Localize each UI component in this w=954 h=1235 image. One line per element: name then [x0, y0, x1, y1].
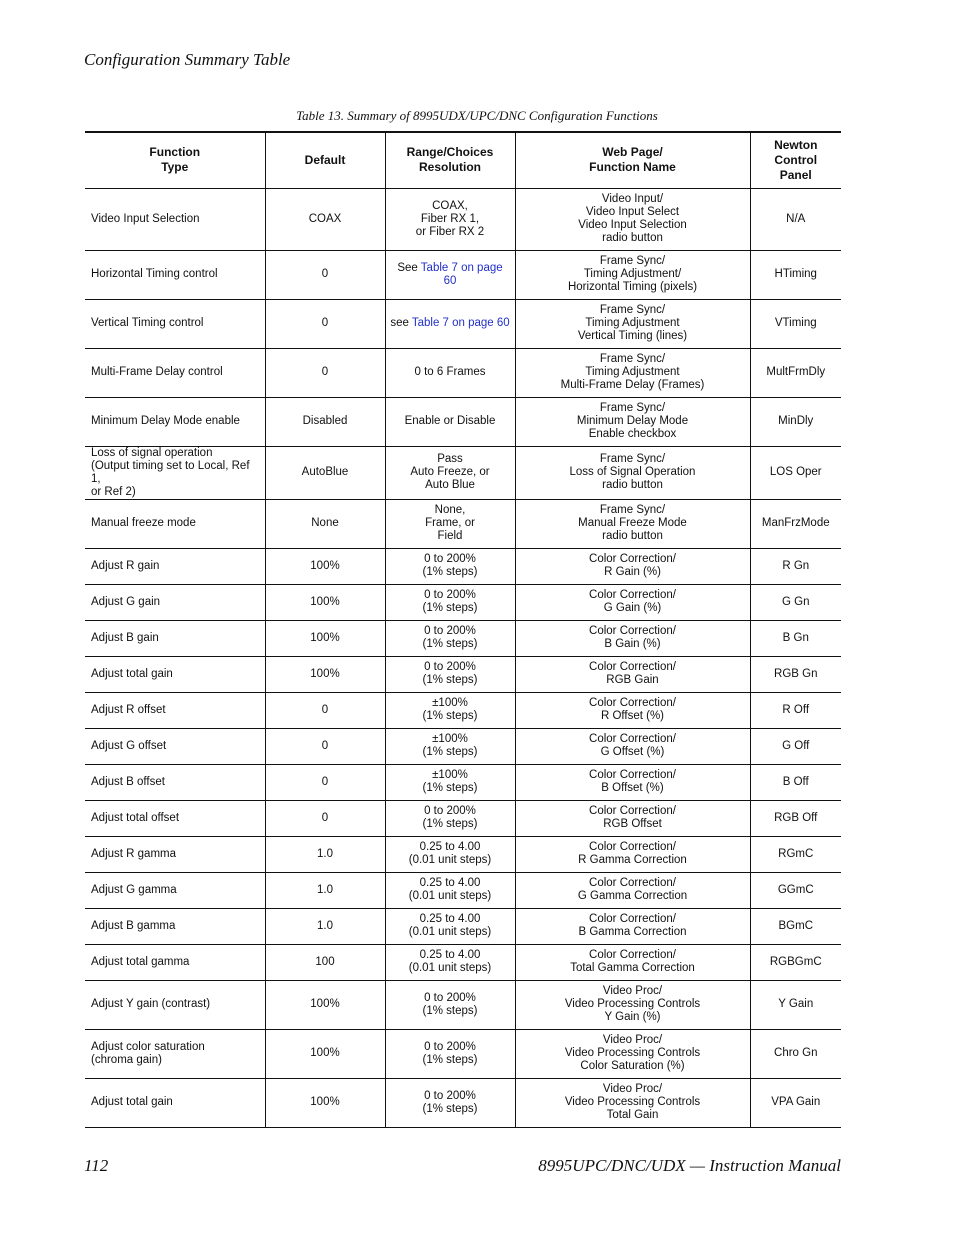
cell-web-page: Color Correction/ R Offset (%) [515, 692, 750, 728]
range-text: 0 to 200% (1% steps) [422, 1040, 478, 1066]
table-reference-link[interactable]: Table 7 on page 60 [411, 317, 510, 329]
cell-range [385, 1078, 515, 1127]
range-text: Enable or Disable [404, 415, 496, 427]
cell-web-page: Video Input/ Video Input Select Video Input Selection radio button [515, 188, 750, 250]
cell-web-page: Color Correction/ B Gain (%) [515, 620, 750, 656]
table-row [85, 1078, 841, 1127]
cell-default: 0 [265, 348, 385, 397]
column-header-newton-panel: Newton Control Panel [750, 132, 841, 188]
range-text: 0 to 200% (1% steps) [422, 589, 478, 614]
cell-range [385, 944, 515, 980]
table-header-row [85, 132, 841, 188]
cell-function-type: Video Input Selection [85, 188, 265, 250]
cell-web-page: Frame Sync/ Timing Adjustment Multi-Frame Delay (Frames) [515, 348, 750, 397]
cell-function-type: Adjust Y gain (contrast) [85, 980, 265, 1029]
cell-web-page: Video Proc/ Video Processing Controls Color Saturation (%) [515, 1029, 750, 1078]
table-row [85, 584, 841, 620]
cell-newton-panel: RGB Gn [750, 656, 841, 692]
cell-newton-panel: G Gn [750, 584, 841, 620]
range-text: ±100% (1% steps) [422, 697, 478, 722]
cell-web-page: Video Proc/ Video Processing Controls Total Gain [515, 1078, 750, 1127]
table-row [85, 908, 841, 944]
cell-newton-panel: LOS Oper [750, 446, 841, 499]
cell-range [385, 872, 515, 908]
cell-range [385, 499, 515, 548]
table-row [85, 499, 841, 548]
cell-range [385, 728, 515, 764]
range-text: 0 to 200% (1% steps) [422, 661, 478, 686]
cell-web-page: Video Proc/ Video Processing Controls Y Gain (%) [515, 980, 750, 1029]
cell-function-type: Loss of signal operation (Output timing set to Local, Ref 1, or Ref 2) [85, 446, 265, 499]
cell-newton-panel: R Gn [750, 548, 841, 584]
column-header-default: Default [265, 132, 385, 188]
cell-function-type: Adjust G gain [85, 584, 265, 620]
cell-function-type: Adjust B offset [85, 764, 265, 800]
cell-range [385, 299, 515, 348]
cell-web-page: Frame Sync/ Loss of Signal Operation radio button [515, 446, 750, 499]
range-text: 0 to 200% (1% steps) [422, 991, 478, 1017]
cell-function-type: Adjust total gain [85, 656, 265, 692]
cell-newton-panel: N/A [750, 188, 841, 250]
range-text: COAX, Fiber RX 1, or Fiber RX 2 [415, 199, 485, 238]
cell-default: 100% [265, 980, 385, 1029]
cell-web-page: Color Correction/ Total Gamma Correction [515, 944, 750, 980]
cell-default: 1.0 [265, 836, 385, 872]
cell-default: COAX [265, 188, 385, 250]
cell-function-type: Minimum Delay Mode enable [85, 397, 265, 446]
range-text: 0 to 200% (1% steps) [422, 1089, 478, 1115]
page-number: 112 [84, 1156, 109, 1175]
cell-default: Disabled [265, 397, 385, 446]
range-text: 0 to 200% (1% steps) [422, 805, 478, 830]
range-text: Pass Auto Freeze, or Auto Blue [410, 453, 490, 491]
table-row [85, 800, 841, 836]
cell-web-page: Color Correction/ G Gamma Correction [515, 872, 750, 908]
column-header-function-type: Function Type [85, 132, 265, 188]
table-row [85, 188, 841, 250]
cell-range [385, 397, 515, 446]
range-text: 0 to 200% (1% steps) [422, 625, 478, 650]
cell-range [385, 908, 515, 944]
cell-web-page: Frame Sync/ Timing Adjustment/ Horizontal Timing (pixels) [515, 250, 750, 299]
table-row [85, 1029, 841, 1078]
cell-default: 0 [265, 250, 385, 299]
range-text: 0 to 200% (1% steps) [422, 553, 478, 578]
cell-web-page: Color Correction/ G Gain (%) [515, 584, 750, 620]
cell-newton-panel: G Off [750, 728, 841, 764]
cell-newton-panel: Y Gain [750, 980, 841, 1029]
cell-newton-panel: MultFrmDly [750, 348, 841, 397]
cell-newton-panel: R Off [750, 692, 841, 728]
cell-newton-panel: ManFrzMode [750, 499, 841, 548]
cell-range [385, 656, 515, 692]
table-row [85, 348, 841, 397]
cell-newton-panel: B Off [750, 764, 841, 800]
cell-newton-panel: VPA Gain [750, 1078, 841, 1127]
cell-range [385, 620, 515, 656]
cell-range [385, 764, 515, 800]
cell-default: 100% [265, 1078, 385, 1127]
cell-function-type: Adjust B gamma [85, 908, 265, 944]
cell-newton-panel: GGmC [750, 872, 841, 908]
range-text: See [397, 261, 421, 274]
cell-newton-panel: B Gn [750, 620, 841, 656]
cell-function-type: Adjust G gamma [85, 872, 265, 908]
cell-function-type: Adjust total gain [85, 1078, 265, 1127]
cell-web-page: Frame Sync/ Minimum Delay Mode Enable checkbox [515, 397, 750, 446]
cell-range [385, 980, 515, 1029]
cell-default: AutoBlue [265, 446, 385, 499]
table-row [85, 836, 841, 872]
cell-default: 100% [265, 548, 385, 584]
cell-newton-panel: VTiming [750, 299, 841, 348]
cell-range [385, 800, 515, 836]
cell-default: 100 [265, 944, 385, 980]
cell-newton-panel: HTiming [750, 250, 841, 299]
column-header-range: Range/Choices Resolution [385, 132, 515, 188]
cell-range [385, 1029, 515, 1078]
cell-web-page: Color Correction/ R Gamma Correction [515, 836, 750, 872]
cell-function-type: Adjust G offset [85, 728, 265, 764]
cell-web-page: Color Correction/ B Offset (%) [515, 764, 750, 800]
range-text: ±100% (1% steps) [422, 769, 478, 794]
cell-web-page: Color Correction/ RGB Offset [515, 800, 750, 836]
table-row [85, 299, 841, 348]
cell-range [385, 446, 515, 499]
cell-range [385, 188, 515, 250]
cell-default: 100% [265, 1029, 385, 1078]
range-text: None, Frame, or Field [425, 504, 475, 542]
cell-newton-panel: BGmC [750, 908, 841, 944]
cell-newton-panel: RGB Off [750, 800, 841, 836]
cell-default: 0 [265, 800, 385, 836]
cell-range [385, 584, 515, 620]
table-row [85, 944, 841, 980]
cell-function-type: Adjust B gain [85, 620, 265, 656]
cell-default: 1.0 [265, 908, 385, 944]
table-reference-link[interactable]: Table 7 on page 60 [420, 261, 503, 287]
cell-function-type: Adjust color saturation (chroma gain) [85, 1029, 265, 1078]
cell-default: 100% [265, 620, 385, 656]
cell-function-type: Manual freeze mode [85, 499, 265, 548]
cell-default: 0 [265, 299, 385, 348]
table-row [85, 728, 841, 764]
cell-function-type: Multi-Frame Delay control [85, 348, 265, 397]
range-text: ±100% (1% steps) [422, 733, 478, 758]
table-row [85, 548, 841, 584]
cell-function-type: Vertical Timing control [85, 299, 265, 348]
cell-range [385, 692, 515, 728]
cell-function-type: Adjust total offset [85, 800, 265, 836]
cell-function-type: Adjust total gamma [85, 944, 265, 980]
column-header-web-page: Web Page/ Function Name [515, 132, 750, 188]
cell-range [385, 250, 515, 299]
table-row [85, 764, 841, 800]
running-header: Configuration Summary Table [84, 50, 291, 69]
manual-title: 8995UPC/DNC/UDX — Instruction Manual [538, 1156, 841, 1175]
cell-default: 1.0 [265, 872, 385, 908]
range-text: 0.25 to 4.00 (0.01 unit steps) [408, 913, 492, 938]
cell-function-type: Adjust R offset [85, 692, 265, 728]
range-text: 0 to 6 Frames [414, 366, 486, 378]
range-text: see [390, 317, 412, 329]
cell-default: 100% [265, 656, 385, 692]
table-row [85, 446, 841, 499]
cell-newton-panel: MinDly [750, 397, 841, 446]
table-caption: Table 13. Summary of 8995UDX/UPC/DNC Configuration Functions [296, 108, 658, 123]
cell-function-type: Adjust R gain [85, 548, 265, 584]
cell-function-type: Adjust R gamma [85, 836, 265, 872]
cell-newton-panel: Chro Gn [750, 1029, 841, 1078]
cell-web-page: Color Correction/ RGB Gain [515, 656, 750, 692]
cell-default: 100% [265, 584, 385, 620]
table-row [85, 656, 841, 692]
cell-web-page: Frame Sync/ Timing Adjustment Vertical Timing (lines) [515, 299, 750, 348]
range-text: 0.25 to 4.00 (0.01 unit steps) [408, 877, 492, 902]
cell-newton-panel: RGmC [750, 836, 841, 872]
cell-web-page: Color Correction/ B Gamma Correction [515, 908, 750, 944]
table-row [85, 250, 841, 299]
table-row [85, 620, 841, 656]
cell-range [385, 348, 515, 397]
configuration-summary-table [85, 131, 841, 1128]
range-text: 0.25 to 4.00 (0.01 unit steps) [408, 841, 492, 866]
cell-range [385, 836, 515, 872]
cell-function-type: Horizontal Timing control [85, 250, 265, 299]
cell-newton-panel: RGBGmC [750, 944, 841, 980]
cell-default: 0 [265, 764, 385, 800]
cell-default: None [265, 499, 385, 548]
table-row [85, 692, 841, 728]
table-row [85, 872, 841, 908]
cell-web-page: Color Correction/ G Offset (%) [515, 728, 750, 764]
table-row [85, 980, 841, 1029]
cell-web-page: Frame Sync/ Manual Freeze Mode radio button [515, 499, 750, 548]
table-row [85, 397, 841, 446]
range-text: 0.25 to 4.00 (0.01 unit steps) [408, 949, 492, 974]
cell-default: 0 [265, 692, 385, 728]
cell-web-page: Color Correction/ R Gain (%) [515, 548, 750, 584]
cell-range [385, 548, 515, 584]
cell-default: 0 [265, 728, 385, 764]
